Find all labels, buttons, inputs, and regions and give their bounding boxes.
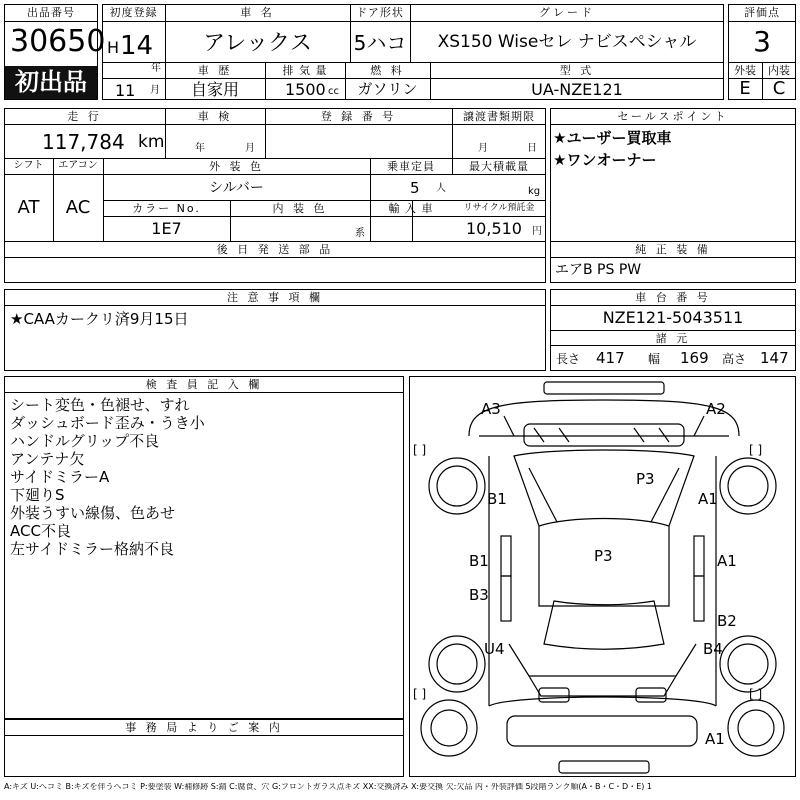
code-a2: A2 [706, 400, 726, 418]
inspector-line: ハンドルグリップ不良 [10, 432, 160, 450]
history-label: 車 歴 [197, 64, 233, 77]
mileage-label: 走 行 [67, 110, 102, 123]
door-value: 5ハコ [353, 31, 407, 55]
inspector-line: アンテナ欠 [10, 450, 85, 468]
history-value: 自家用 [190, 80, 239, 99]
recycle-value: 10,510 [466, 219, 522, 238]
score-label: 評価点 [744, 6, 780, 19]
code-p3-mid: P3 [594, 547, 613, 565]
displacement-value: 1500 [285, 80, 326, 99]
ext-color-label: 外 装 色 [209, 160, 264, 173]
inspection-year-unit: 年 [195, 143, 205, 154]
score-value: 3 [753, 25, 771, 58]
inspector-line: サイドミラーA [10, 468, 110, 486]
capacity-unit: 人 [436, 183, 446, 194]
chassis-label: 車 台 番 号 [635, 291, 711, 304]
ext-color-value: シルバー [209, 180, 264, 196]
windshield-top-shape [524, 424, 684, 446]
displacement-label: 排 気 量 [282, 64, 328, 77]
capacity-value: 5 [410, 179, 420, 197]
grade-label: グレード [539, 6, 595, 19]
inspection-month-unit: 月 [245, 143, 255, 154]
sales-point-2: ★ワンオーナー [553, 151, 657, 169]
rear-deck-shape [529, 676, 676, 696]
door-label: ドア形状 [356, 6, 404, 19]
bracket-right-top: [ ] [749, 443, 763, 457]
inspector-line: 外装うすい線傷、色あせ [10, 504, 176, 522]
lot-number: 30650 [10, 24, 106, 59]
later-parts-label: 後 日 発 送 部 品 [216, 243, 334, 256]
length-label: 長さ [556, 352, 581, 366]
interior-grade: C [772, 78, 786, 99]
capacity-label: 乗車定員 [387, 160, 435, 173]
displacement-unit: cc [328, 86, 339, 97]
chassis-value: NZE121-5043511 [602, 308, 744, 327]
aircon-label: エアコン [58, 160, 98, 171]
reg-month: 11 [115, 81, 136, 100]
color-no-value: 1E7 [151, 219, 182, 238]
recycle-label: リサイクル預託金 [463, 203, 535, 213]
office-label: 事 務 局 よ り ご 案 内 [125, 721, 283, 734]
hood-shape [514, 450, 694, 526]
fuel-value: ガソリン [357, 80, 418, 98]
grade-value: XS150 Wiseセレ ナビスペシャル [437, 32, 697, 52]
bracket-left-top: [ ] [413, 443, 427, 457]
length-value: 417 [596, 349, 625, 367]
sales-point-1: ★ユーザー買取車 [553, 129, 672, 147]
factory-equip-value: エアB PS PW [555, 262, 642, 278]
reg-month-unit: 月 [150, 85, 160, 96]
footer-legend: A:キズ U:ヘコミ B:キズを伴うヘコミ P:要塗装 W:補修跡 S:錆 C:腐食、穴 G:フロントガラス点キズ XX:交換済み X:要交換 欠:欠品 内・外装評価 5段階ランク順(A・B・C・D・E) 1 [4, 783, 653, 791]
rear-bumper-shape [507, 716, 697, 746]
reg-year-unit: 年 [151, 63, 161, 74]
factory-equip-label: 純 正 装 備 [635, 243, 711, 256]
mileage-unit: km [138, 132, 165, 152]
spare-wheel-shape [421, 700, 477, 756]
shift-value: AT [17, 197, 40, 218]
lot-label: 出品番号 [27, 6, 75, 19]
code-b1-left: B1 [487, 490, 507, 508]
front-bumper-shape [544, 382, 664, 394]
import-label: 輸 入 車 [388, 202, 434, 215]
mileage-value: 117,784 [42, 130, 125, 154]
code-b2: B2 [717, 612, 737, 630]
int-color-unit: 系 [355, 228, 365, 239]
fuel-label: 燃 料 [370, 64, 405, 77]
transfer-month-unit: 月 [478, 143, 488, 154]
code-b1-mid: B1 [469, 552, 489, 570]
aircon-value: AC [65, 197, 91, 218]
notes-value: ★CAAカークリ済9月15日 [10, 310, 189, 328]
code-a1-mid: A1 [717, 552, 737, 570]
inspector-lines [10, 396, 205, 558]
inspector-line: ACC不良 [10, 522, 71, 540]
inspector-line: 下廻りS [10, 486, 65, 504]
spec-grid [4, 108, 546, 242]
plate-label: 登 録 番 号 [320, 110, 397, 123]
model-value: UA-NZE121 [531, 80, 623, 99]
notes-label: 注 意 事 項 欄 [227, 291, 323, 304]
rear-window-shape [544, 601, 664, 649]
inspector-line: 左サイドミラー格納不良 [10, 540, 174, 558]
code-b3: B3 [469, 586, 489, 604]
front-body-shape [469, 400, 739, 436]
code-b4: B4 [703, 640, 723, 658]
inspection-label: 車 検 [197, 110, 233, 123]
exterior-label: 外装 [734, 64, 756, 77]
shift-label: シフト [13, 160, 44, 171]
width-label: 幅 [648, 352, 661, 366]
reg-label: 初度登録 [109, 6, 158, 19]
exterior-grade: E [739, 78, 751, 99]
code-a3: A3 [481, 400, 501, 418]
code-a1-right: A1 [698, 490, 718, 508]
bracket-left-bottom: [ ] [413, 687, 427, 701]
height-value: 147 [760, 349, 789, 367]
code-u4: U4 [484, 640, 505, 658]
car-name: アレックス [203, 31, 312, 56]
load-unit: kg [528, 186, 541, 197]
car-diagram [409, 376, 796, 777]
inspector-label: 検 査 員 記 入 欄 [145, 378, 263, 391]
first-listing-text: 初出品 [15, 68, 87, 96]
car-name-label: 車 名 [240, 6, 275, 19]
code-p3-top: P3 [636, 470, 655, 488]
color-no-label: カラー No. [132, 202, 201, 215]
roof-shape [539, 526, 669, 606]
transfer-label: 譲渡書類期限 [463, 110, 535, 123]
era: H [107, 38, 120, 57]
model-label: 型 式 [559, 64, 595, 77]
dims-label: 諸 元 [655, 332, 691, 345]
code-a1-bottom: A1 [705, 730, 725, 748]
reg-year: 14 [120, 31, 154, 61]
load-label: 最大積載量 [469, 160, 529, 173]
inspector-line: シート変色・色褪せ、すれ [10, 396, 190, 414]
inspector-line: ダッシュボード歪み・うき小 [10, 414, 205, 432]
int-color-label: 内 装 色 [272, 202, 328, 215]
bracket-right-bottom: [ ] [749, 687, 763, 701]
sales-points-label: セールスポイント [617, 110, 729, 123]
transfer-day-unit: 日 [527, 143, 537, 154]
interior-label: 内装 [768, 64, 790, 77]
width-value: 169 [680, 349, 709, 367]
recycle-unit: 円 [532, 226, 542, 237]
height-label: 高さ [722, 352, 747, 366]
